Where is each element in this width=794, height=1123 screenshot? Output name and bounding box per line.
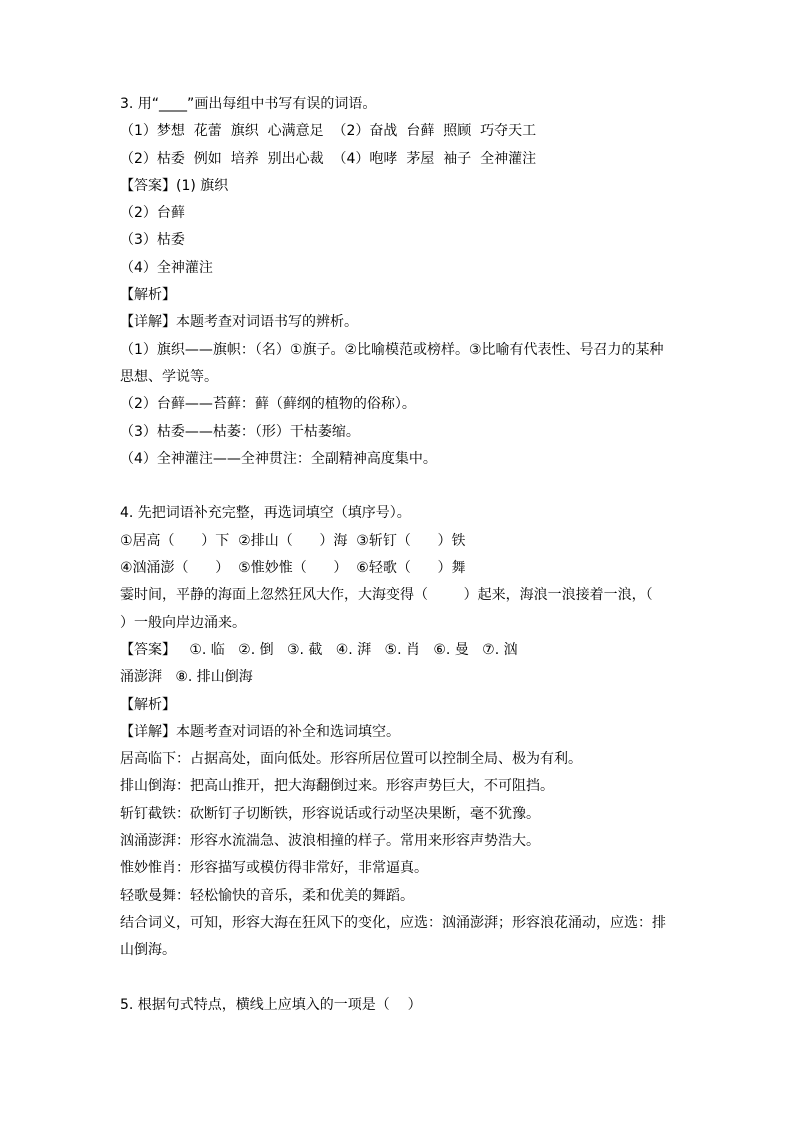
- text-line: 【详解】本题考查对词语书写的辨析。: [120, 314, 358, 331]
- text-line: （4）全神灌注: [120, 259, 213, 276]
- text-line: 【详解】本题考查对词语的补全和选词填空。: [120, 723, 400, 740]
- text-line: 3. 用“____”画出每组中书写有误的词语。: [120, 96, 377, 112]
- text-line: 轻歌曼舞：轻松愉快的音乐，柔和优美的舞蹈。: [120, 887, 414, 904]
- text-line: 思想、学说等。: [120, 368, 218, 385]
- text-line: 汹涌澎湃：形容水流湍急、波浪相撞的样子。常用来形容声势浩大。: [120, 833, 540, 850]
- blank-line: [120, 965, 690, 992]
- text-line: 山倒海。: [120, 942, 176, 959]
- text-line: 排山倒海：把高山推开，把大海翻倒过来。形容声势巨大，不可阻挡。: [120, 778, 554, 795]
- text-line: 居高临下：占据高处，面向低处。形容所居位置可以控制全局、极为有利。: [120, 751, 582, 768]
- text-line: （4）全神灌注——全神贯注：全副精神高度集中。: [120, 450, 437, 467]
- text-line: （3）枯委: [120, 232, 185, 249]
- text-line: 【解析】: [120, 287, 176, 304]
- document-page: [120, 91, 690, 1019]
- text-line: （1）旗织——旗帜：（名）①旗子。②比喻模范或榜样。③比喻有代表性、号召力的某种: [120, 341, 664, 358]
- text-line: ）一般向岸边涌来。: [120, 614, 246, 631]
- text-line: 4. 先把词语补充完整，再选词填空（填序号）。: [120, 505, 411, 522]
- text-line: 【答案】 ①. 临 ②. 倒 ③. 截 ④. 湃 ⑤. 肖 ⑥. 曼 ⑦. 汹: [120, 641, 518, 658]
- text-line: （2）台藓: [120, 205, 185, 222]
- text-line: （2）枯委 例如 培养 别出心裁 （4）咆哮 茅屋 袖子 全神灌注: [120, 150, 537, 167]
- text-line: （3）枯委——枯萎：（形）干枯萎缩。: [120, 423, 360, 440]
- text-line: 霎时间，平静的海面上忽然狂风大作，大海变得（ ）起来，海浪一浪接着一浪，（: [120, 587, 653, 604]
- text-line: 惟妙惟肖：形容描写或模仿得非常好，非常逼真。: [120, 860, 428, 877]
- text-line: ④汹涌澎（ ） ⑤惟妙惟（ ） ⑥轻歌（ ）舞: [120, 560, 466, 577]
- text-line: 【答案】(1) 旗织: [120, 177, 229, 194]
- text-line: ①居高（ ）下 ②排山（ ）海 ③斩钉（ ）铁: [120, 532, 466, 549]
- text-line: 5. 根据句式特点，横线上应填入的一项是（ ）: [120, 996, 422, 1013]
- text-line: （2）台藓——苔藓：藓（藓纲的植物的俗称）。: [120, 396, 416, 413]
- blank-line: [120, 473, 690, 500]
- text-line: 结合词义，可知，形容大海在狂风下的变化，应选：汹涌澎湃；形容浪花涌动，应选：排: [120, 914, 666, 931]
- text-line: （1）梦想 花蕾 旗织 心满意足 （2）奋战 台藓 照顾 巧夺天工: [120, 123, 537, 140]
- text-line: 斩钉截铁：砍断钉子切断铁，形容说话或行动坚决果断，毫不犹豫。: [120, 805, 540, 822]
- text-line: 【解析】: [120, 696, 176, 713]
- text-line: 涌澎湃 ⑧. 排山倒海: [120, 669, 253, 686]
